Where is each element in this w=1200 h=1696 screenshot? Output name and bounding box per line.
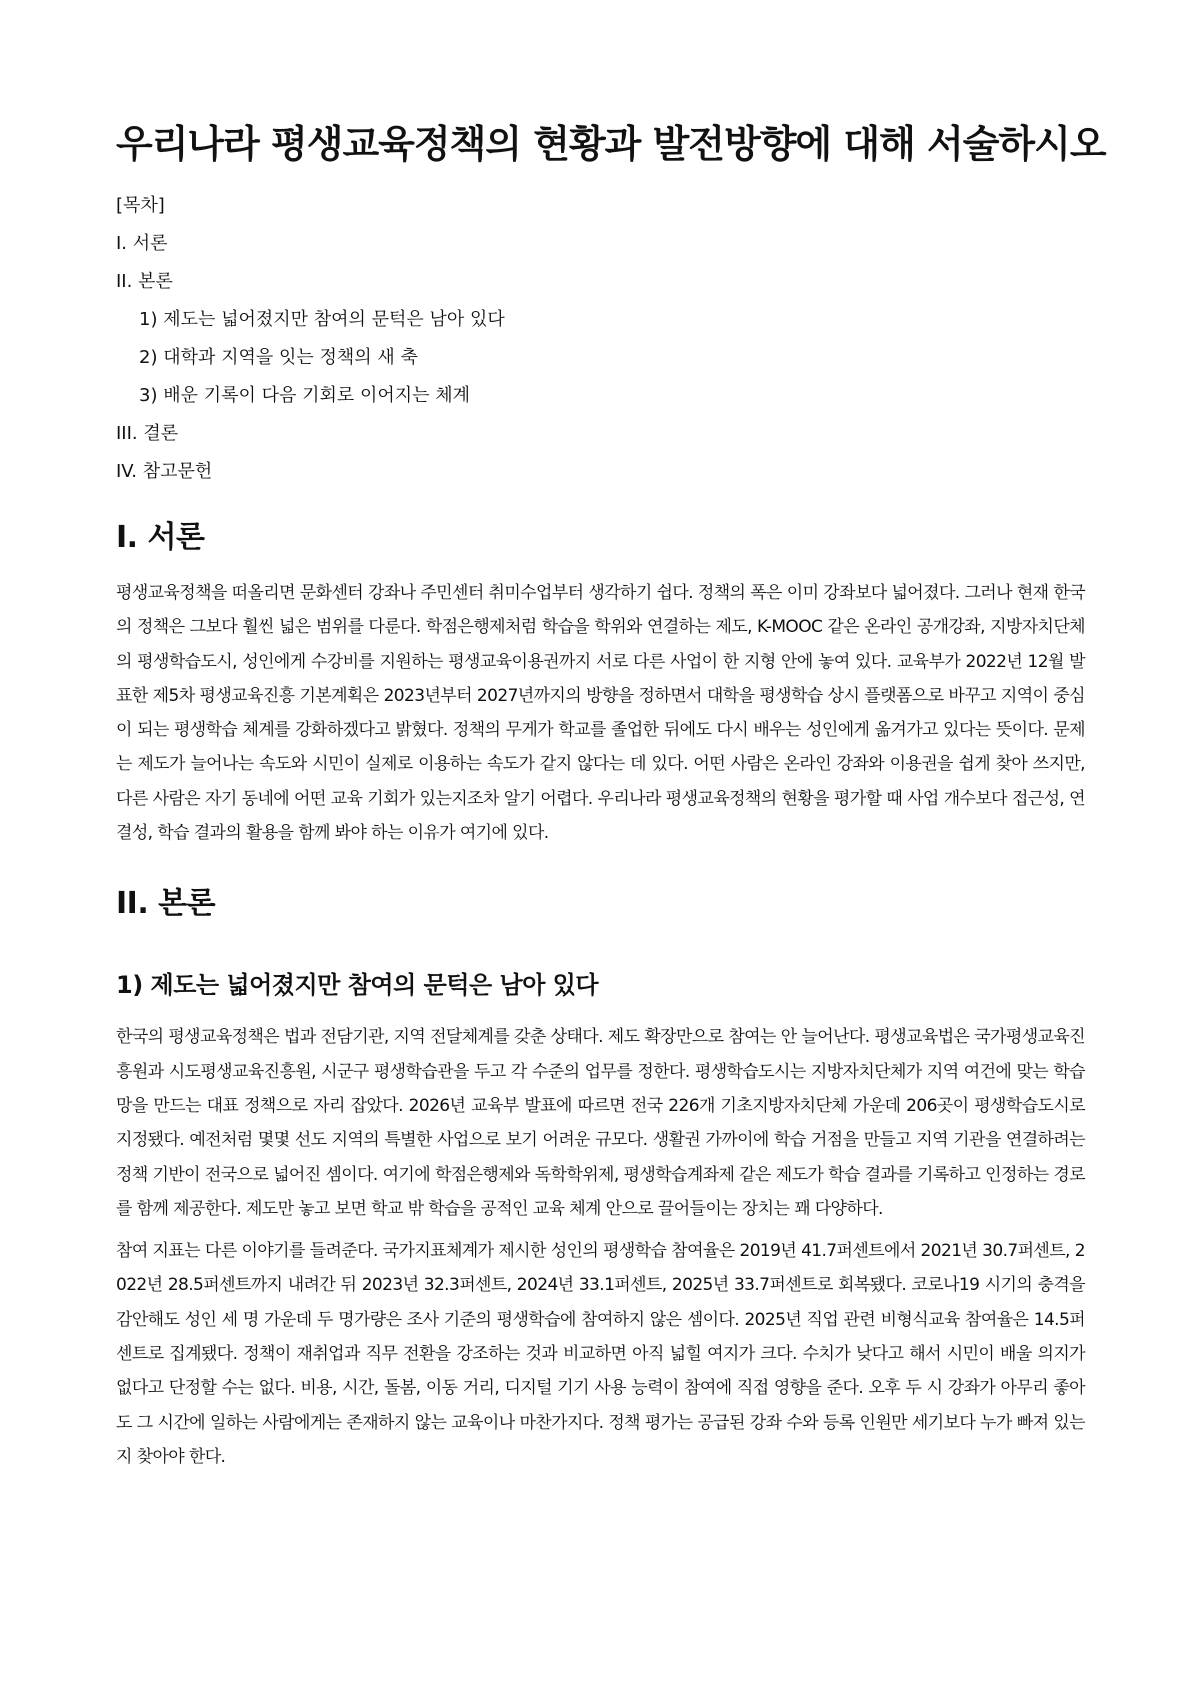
table-of-contents: [116, 194, 1085, 498]
introduction-paragraph: 평생교육정책을 떠올리면 문화센터 강좌나 주민센터 취미수업부터 생각하기 쉽다. 정책의 폭은 이미 강좌보다 넓어졌다. 그러나 현재 한국의 정책은 그보다 훨씬 넓은 범위를 다룬다. 학점은행제처럼 학습을 학위와 연결하는 제도, K-MOOC 같은 온라인 공개강좌, 지방자치단체의 평생학습도시, 성인에게 수강비를 지원하는 평생교육이용권까지 서로 다른 사업이 한 지형 안에 놓여 있다. 교육부가 2022년 12월 발표한 제5차 평생교육진흥 기본계획은 2023년부터 2027년까지의 방향을 정하면서 대학을 평생학습 상시 플랫폼으로 바꾸고 지역이 중심이 되는 평생학습 체계를 강화하겠다고 밝혔다. 정책의 무게가 학교를 졸업한 뒤에도 다시 배우는 성인에게 옮겨가고 있다는 뜻이다. 문제는 제도가 늘어나는 속도와 시민이 실제로 이용하는 속도가 같지 않다는 데 있다. 어떤 사람은 온라인 강좌와 이용권을 쉽게 찾아 쓰지만, 다른 사람은 자기 동네에 어떤 교육 기회가 있는지조차 알기 어렵다. 우리나라 평생교육정책의 현황을 평가할 때 사업 개수보다 접근성, 연결성, 학습 결과의 활용을 함께 봐야 하는 이유가 여기에 있다.: [116, 583, 1085, 844]
toc-heading: [목차]: [116, 195, 165, 216]
document-title: 우리나라 평생교육정책의 현황과 발전방향에 대해 서술하시오: [116, 122, 1106, 166]
toc-item-introduction: I. 서론: [116, 233, 168, 254]
subsection-heading-1: 1) 제도는 넓어졌지만 참여의 문턱은 남아 있다: [116, 971, 599, 1000]
body-paragraph: 참여 지표는 다른 이야기를 들려준다. 국가지표체계가 제시한 성인의 평생학습 참여율은 2019년 41.7퍼센트에서 2021년 30.7퍼센트, 2022년 28.5퍼센트까지 내려간 뒤 2023년 32.3퍼센트, 2024년 33.1퍼센트, 2025년 33.7퍼센트로 회복됐다. 코로나19 시기의 충격을 감안해도 성인 세 명 가운데 두 명가량은 조사 기준의 평생학습에 참여하지 않은 셈이다. 2025년 직업 관련 비형식교육 참여율은 14.5퍼센트로 집계됐다. 정책이 재취업과 직무 전환을 강조하는 것과 비교하면 아직 넓힐 여지가 크다. 수치가 낮다고 해서 시민이 배울 의지가 없다고 단정할 수는 없다. 비용, 시간, 돌봄, 이동 거리, 디지털 기기 사용 능력이 참여에 직접 영향을 준다. 오후 두 시 강좌가 아무리 좋아도 그 시간에 일하는 사람에게는 존재하지 않는 교육이나 마찬가지다. 정책 평가는 공급된 강좌 수와 등록 인원만 세기보다 누가 빠져 있는지 찾아야 한다.: [116, 1241, 1085, 1467]
section-heading-body: II. 본론: [116, 886, 216, 922]
toc-subitem-1: 1) 제도는 넓어졌지만 참여의 문턱은 남아 있다: [139, 309, 505, 330]
toc-subitem-2: 2) 대학과 지역을 잇는 정책의 새 축: [139, 347, 418, 368]
section-heading-introduction: I. 서론: [116, 520, 205, 555]
body-paragraph: 한국의 평생교육정책은 법과 전담기관, 지역 전달체계를 갖춘 상태다. 제도 확장만으로 참여는 안 늘어난다. 평생교육법은 국가평생교육진흥원과 시도평생교육진흥원, 시군구 평생학습관을 두고 각 수준의 업무를 정한다. 평생학습도시는 지방자치단체가 지역 여건에 맞는 학습망을 만드는 대표 정책으로 자리 잡았다. 2026년 교육부 발표에 따르면 전국 226개 기초지방자치단체 가운데 206곳이 평생학습도시로 지정됐다. 예전처럼 몇몇 선도 지역의 특별한 사업으로 보기 어려운 규모다. 생활권 가까이에 학습 거점을 만들고 지역 기관을 연결하려는 정책 기반이 전국으로 넓어진 셈이다. 여기에 학점은행제와 독학학위제, 평생학습계좌제 같은 제도가 학습 결과를 기록하고 인정하는 경로를 함께 제공한다. 제도만 놓고 보면 학교 밖 학습을 공적인 교육 체계 안으로 끌어들이는 장치는 꽤 다양하다.: [116, 1027, 1085, 1219]
toc-item-body: II. 본론: [116, 271, 173, 292]
toc-item-references: IV. 참고문헌: [116, 461, 213, 482]
toc-item-conclusion: III. 결론: [116, 423, 179, 444]
toc-subitem-3: 3) 배운 기록이 다음 기회로 이어지는 체계: [139, 385, 471, 406]
